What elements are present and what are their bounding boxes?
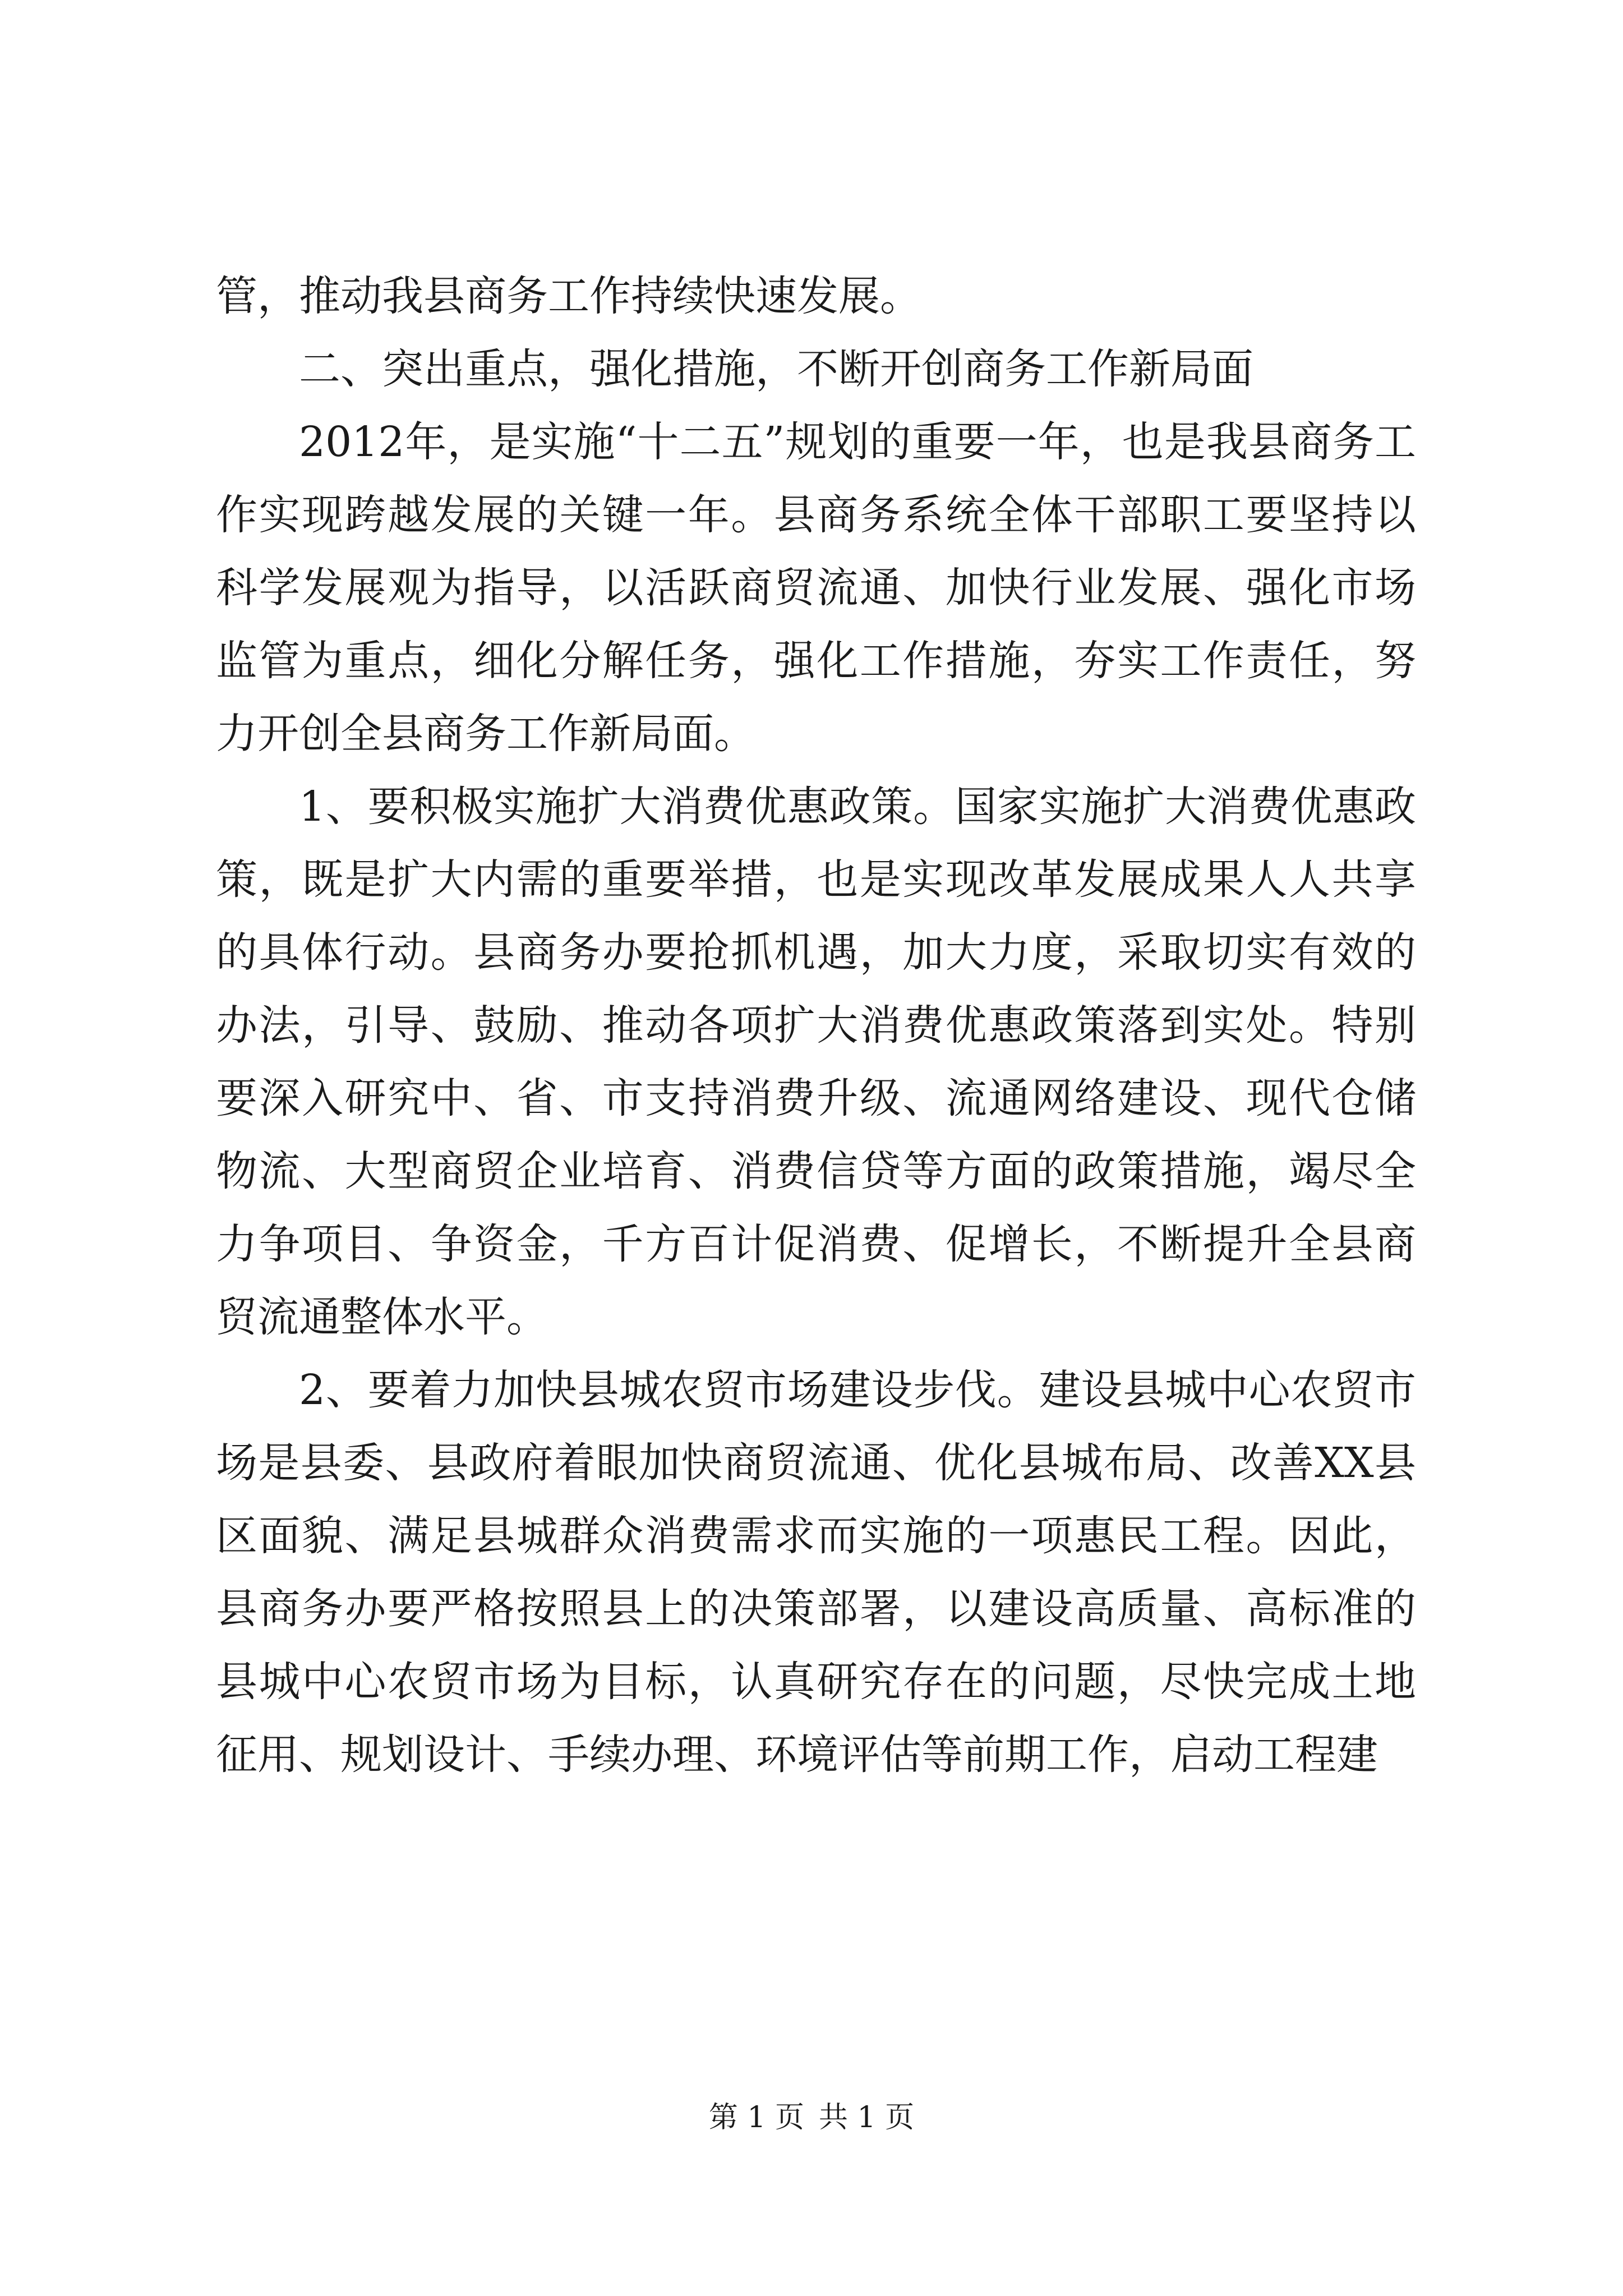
section-heading: 二、突出重点，强化措施，不断开创商务工作新局面	[299, 345, 1253, 393]
page-total: 共 1 页	[819, 2101, 915, 2134]
page-number: 第 1 页	[708, 2101, 804, 2134]
paragraph-intro: 2012年，是实施“十二五”规划的重要一年，也是我县商务工作实现跨越发展的关键一年。县商务系统全体干部职工要坚持以科学发展观为指导，以活跃商贸流通、加快行业发展、强化市场监管为重点，细化分解任务，强化工作措施，夯实工作责任，努力开创全县商务工作新局面。	[216, 418, 1416, 758]
document-body	[216, 260, 1416, 1791]
paragraph-continuation: 管，推动我县商务工作持续快速发展。	[216, 272, 921, 320]
paragraph-item-1: 1、要积极实施扩大消费优惠政策。国家实施扩大消费优惠政策，既是扩大内需的重要举措，也是实现改革发展成果人人共享的具体行动。县商务办要抢抓机遇，加大力度，采取切实有效的办法，引导、鼓励、推动各项扩大消费优惠政策落到实处。特别要深入研究中、省、市支持消费升级、流通网络建设、现代仓储物流、大型商贸企业培育、消费信贷等方面的政策措施，竭尽全力争项目、争资金，千方百计促消费、促增长，不断提升全县商贸流通整体水平。	[216, 783, 1416, 1341]
page-footer	[0, 2101, 1623, 2134]
paragraph-item-2: 2、要着力加快县城农贸市场建设步伐。建设县城中心农贸市场是县委、县政府着眼加快商贸流通、优化县城布局、改善XX县区面貌、满足县城群众消费需求而实施的一项惠民工程。因此，县商务办要严格按照县上的决策部署，以建设高质量、高标准的县城中心农贸市场为目标，认真研究存在的问题，尽快完成土地征用、规划设计、手续办理、环境评估等前期工作，启动工程建	[216, 1366, 1416, 1779]
